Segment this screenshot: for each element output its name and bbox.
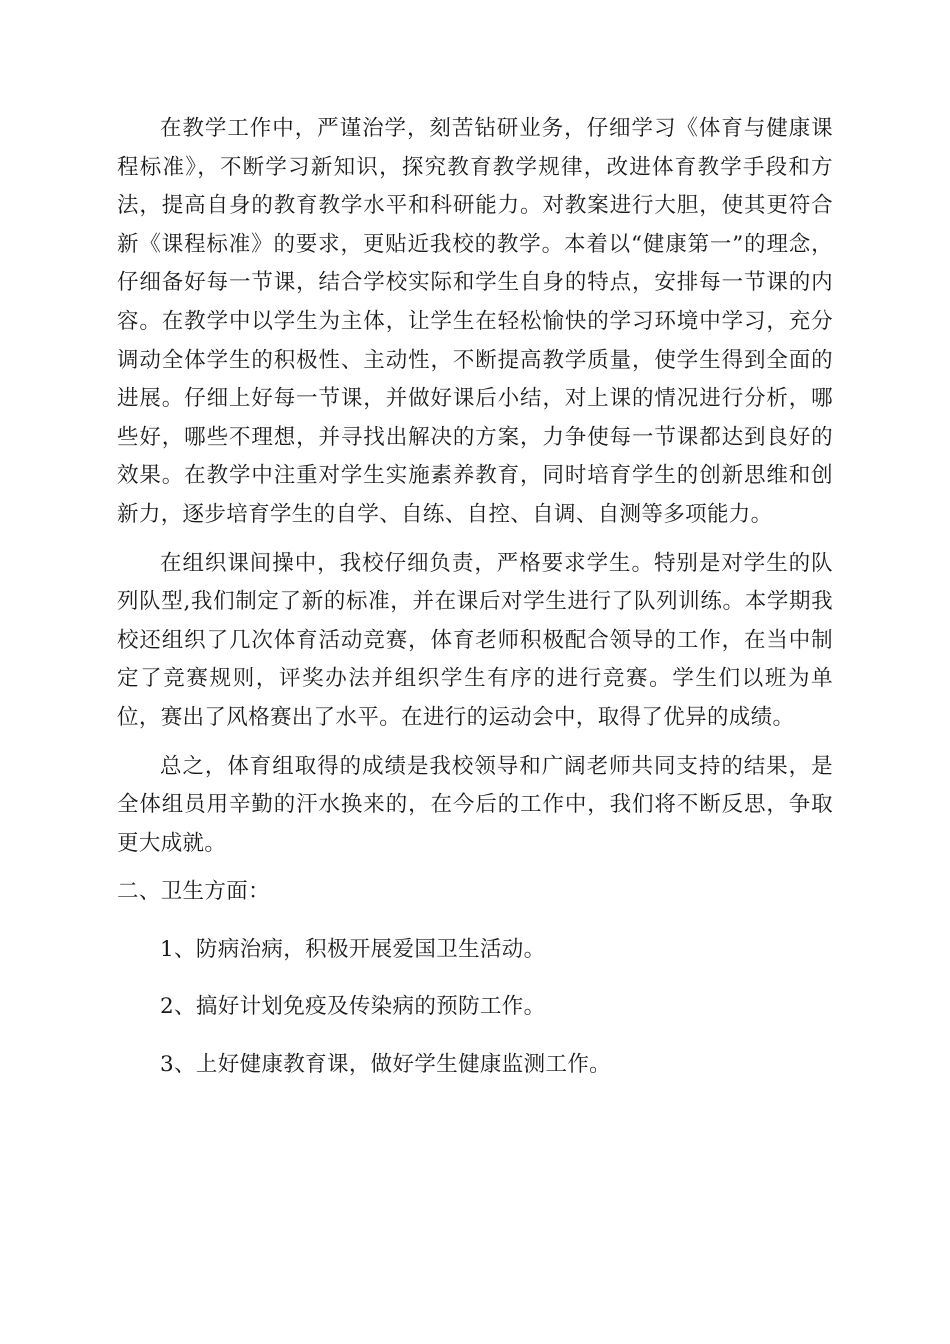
list-item: 3、上好健康教育课，做好学生健康监测工作。 — [160, 1052, 612, 1078]
paragraph-exercise: 在组织课间操中，我校仔细负责，严格要求学生。特别是对学生的队列队型,我们制定了新的标准，并在课后对学生进行了队列训练。本学期我校还组织了几次体育活动竞赛，体育老师积极配合领导的工作，在当中制定了竞赛规则，评奖办法并组织学生有序的进行竞赛。学生们以班为单位，赛出了风格赛出了水平。在进行的运动会中，取得了优异的成绩。 — [117, 550, 833, 730]
document-body — [117, 110, 833, 1085]
paragraph-teaching: 在教学工作中，严谨治学，刻苦钻研业务，仔细学习《体育与健康课程标准》，不断学习新知识，探究教育教学规律，改进体育教学手段和方法，提高自身的教育教学水平和科研能力。对教案进行大胆，使其更符合新《课程标准》的要求，更贴近我校的教学。本着以“健康第一”的理念，仔细备好每一节课，结合学校实际和学生自身的特点，安排每一节课的内容。在教学中以学生为主体，让学生在轻松愉快的学习环境中学习，充分调动全体学生的积极性、主动性，不断提高教学质量，使学生得到全面的进展。仔细上好每一节课，并做好课后小结，对上课的情况进行分析，哪些好，哪些不理想，并寻找出解决的方案，力争使每一节课都达到良好的效果。在教学中注重对学生实施素养教育，同时培育学生的创新思维和创新力，逐步培育学生的自学、自练、自控、自调、自测等多项能力。 — [117, 116, 833, 527]
list-item: 1、防病治病，积极开展爱国卫生活动。 — [160, 936, 546, 962]
list-item: 2、搞好计划免疫及传染病的预防工作。 — [160, 994, 546, 1020]
section-heading: 二、卫生方面： — [117, 879, 270, 905]
paragraph-summary: 总之，体育组取得的成绩是我校领导和广阔老师共同支持的结果，是全体组员用辛勤的汗水换来的，在今后的工作中，我们将不断反思，争取更大成就。 — [117, 753, 833, 856]
